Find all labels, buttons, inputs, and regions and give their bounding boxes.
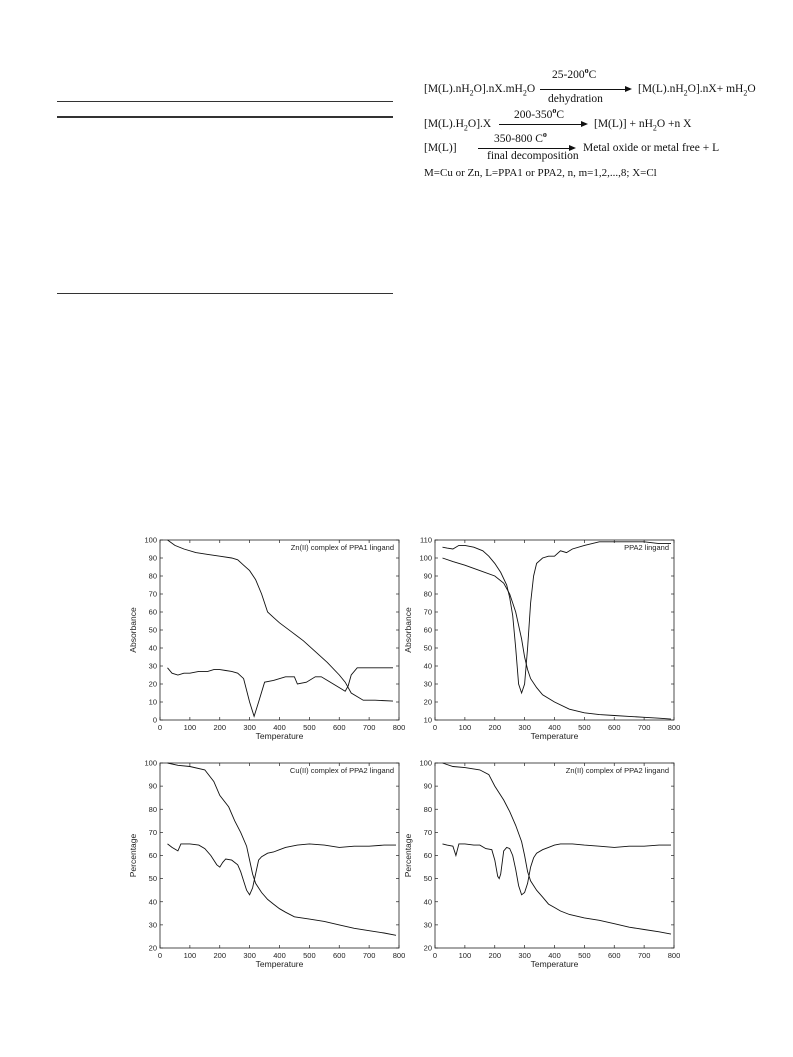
x-tick-label: 700	[362, 723, 376, 732]
x-tick-label: 800	[392, 951, 406, 960]
x-axis-label: Temperature	[255, 959, 304, 969]
y-axis-label: Percentage	[128, 833, 138, 878]
x-tick-label: 800	[667, 951, 681, 960]
y-tick-label: 80	[423, 804, 432, 814]
x-tick-label: 200	[488, 723, 502, 732]
y-tick-label: 70	[148, 827, 157, 837]
x-tick-label: 0	[432, 723, 438, 732]
y-axis-label: Percentage	[403, 833, 413, 878]
x-tick-label: 400	[273, 951, 286, 960]
y-tick-label: 50	[148, 625, 157, 635]
series-dta-line	[168, 844, 397, 895]
y-tick-label: 20	[423, 943, 432, 953]
x-tick-label: 200	[213, 723, 227, 732]
y-tick-label: 80	[423, 589, 432, 599]
chart-title: Cu(II) complex of PPA2 lingand	[289, 766, 394, 775]
x-tick-label: 300	[518, 723, 531, 732]
y-tick-label: 50	[423, 643, 432, 653]
series-dta-line	[168, 668, 394, 717]
chart-zn-ppa2	[400, 755, 680, 975]
x-tick-label: 100	[458, 951, 472, 960]
y-tick-label: 20	[148, 679, 157, 689]
y-tick-label: 50	[423, 874, 432, 884]
row3-process-label: final decomposition	[487, 150, 579, 162]
plot-frame	[160, 540, 399, 720]
x-tick-label: 500	[578, 951, 591, 960]
chart-title: Zn(II) complex of PPA1 lingand	[290, 543, 394, 552]
x-axis-label: Temperature	[255, 731, 304, 741]
y-tick-label: 40	[148, 643, 157, 653]
row3-condition: 350-800 $C^o$	[494, 130, 547, 145]
row1-product: $[M(L).nH_2O].nX+ mH_2O$	[638, 83, 756, 98]
x-tick-label: 500	[578, 723, 591, 732]
x-tick-label: 300	[518, 951, 531, 960]
y-tick-label: 40	[148, 897, 157, 907]
y-tick-label: 90	[423, 571, 432, 581]
row2-reactant: $[M(L).H_2O].X$	[424, 118, 492, 133]
y-tick-label: 80	[148, 804, 157, 814]
plot-frame	[435, 763, 674, 948]
x-tick-label: 500	[303, 723, 316, 732]
y-tick-label: 10	[148, 697, 157, 707]
row3-arrow	[478, 148, 574, 149]
x-tick-label: 300	[243, 951, 256, 960]
row1-condition: 25-200$^o$C	[552, 66, 597, 81]
x-tick-label: 400	[273, 723, 286, 732]
row1-reactant: $[M(L).nH_2O].nX.mH_2O$	[424, 83, 536, 98]
y-tick-label: 70	[423, 607, 432, 617]
chart-title: Zn(II) complex of PPA2 lingand	[565, 766, 669, 775]
y-tick-label: 100	[144, 535, 157, 545]
y-tick-label: 70	[148, 589, 157, 599]
x-tick-label: 600	[607, 723, 621, 732]
row1-process-label: dehydration	[548, 93, 603, 105]
x-tick-label: 200	[213, 951, 227, 960]
row2-product: $[M(L)] + nH_2O +n$ X	[594, 118, 692, 133]
chart-title: PPA2 lingand	[624, 543, 669, 552]
y-tick-label: 60	[148, 607, 157, 617]
y-tick-label: 40	[423, 661, 432, 671]
y-tick-label: 100	[144, 758, 157, 768]
x-tick-label: 700	[637, 723, 651, 732]
x-tick-label: 600	[332, 951, 346, 960]
x-tick-label: 700	[362, 951, 376, 960]
y-tick-label: 60	[423, 851, 432, 860]
y-tick-label: 90	[423, 781, 432, 791]
y-tick-label: 20	[423, 697, 432, 707]
x-tick-label: 800	[392, 723, 406, 732]
x-tick-label: 600	[607, 951, 621, 960]
x-tick-label: 400	[548, 951, 561, 960]
x-tick-label: 500	[303, 951, 316, 960]
y-tick-label: 0	[152, 715, 157, 725]
y-tick-label: 30	[423, 920, 432, 930]
x-tick-label: 100	[183, 723, 197, 732]
y-tick-label: 90	[148, 553, 157, 563]
row3-reactant: [M(L)]	[424, 142, 457, 154]
x-tick-label: 100	[458, 723, 472, 732]
x-tick-label: 0	[157, 951, 163, 960]
x-tick-label: 800	[667, 723, 681, 732]
table-bottom-rule	[57, 293, 393, 294]
y-tick-label: 100	[419, 553, 432, 563]
series-tga-line	[168, 540, 394, 701]
row2-condition: 200-350$^o$C	[514, 106, 565, 121]
x-tick-label: 200	[488, 951, 502, 960]
x-axis-label: Temperature	[530, 959, 579, 969]
chart-svg	[400, 532, 680, 747]
x-tick-label: 0	[432, 951, 438, 960]
y-tick-label: 50	[148, 874, 157, 884]
row1-arrow	[540, 89, 630, 90]
chart-svg	[125, 755, 405, 975]
y-tick-label: 10	[423, 715, 432, 725]
series-tga-line	[443, 558, 672, 719]
y-tick-label: 20	[148, 943, 157, 953]
y-tick-label: 30	[423, 679, 432, 689]
x-tick-label: 400	[548, 723, 561, 732]
y-tick-label: 70	[423, 827, 432, 837]
row3-product: Metal oxide or metal free + L	[583, 142, 720, 154]
chart-svg	[125, 532, 405, 747]
series-dta-line	[443, 542, 672, 693]
x-tick-label: 600	[332, 723, 346, 732]
y-tick-label: 80	[148, 571, 157, 581]
y-tick-label: 60	[423, 625, 432, 635]
y-axis-label: Absorbance	[128, 607, 138, 653]
chart-ppa2-ligand	[400, 532, 680, 747]
x-tick-label: 700	[637, 951, 651, 960]
decomposition-scheme	[0, 0, 793, 200]
y-tick-label: 110	[420, 535, 432, 545]
plot-frame	[160, 763, 399, 948]
row2-arrow	[499, 124, 586, 125]
chart-cu-ppa2	[125, 755, 405, 975]
x-tick-label: 300	[243, 723, 256, 732]
scheme-legend: M=Cu or Zn, L=PPA1 or PPA2, n, m=1,2,...,8; X=Cl	[424, 167, 657, 179]
y-tick-label: 90	[148, 781, 157, 791]
x-tick-label: 0	[157, 723, 163, 732]
x-tick-label: 100	[183, 951, 197, 960]
y-axis-label: Absorbance	[403, 607, 413, 653]
y-tick-label: 30	[148, 920, 157, 930]
y-tick-label: 30	[148, 661, 157, 671]
series-dta-line	[443, 844, 672, 895]
y-tick-label: 60	[148, 851, 157, 860]
y-tick-label: 100	[419, 758, 432, 768]
series-tga-line	[443, 763, 672, 934]
y-tick-label: 40	[423, 897, 432, 907]
x-axis-label: Temperature	[530, 731, 579, 741]
chart-zn-ppa1	[125, 532, 405, 747]
chart-svg	[400, 755, 680, 975]
